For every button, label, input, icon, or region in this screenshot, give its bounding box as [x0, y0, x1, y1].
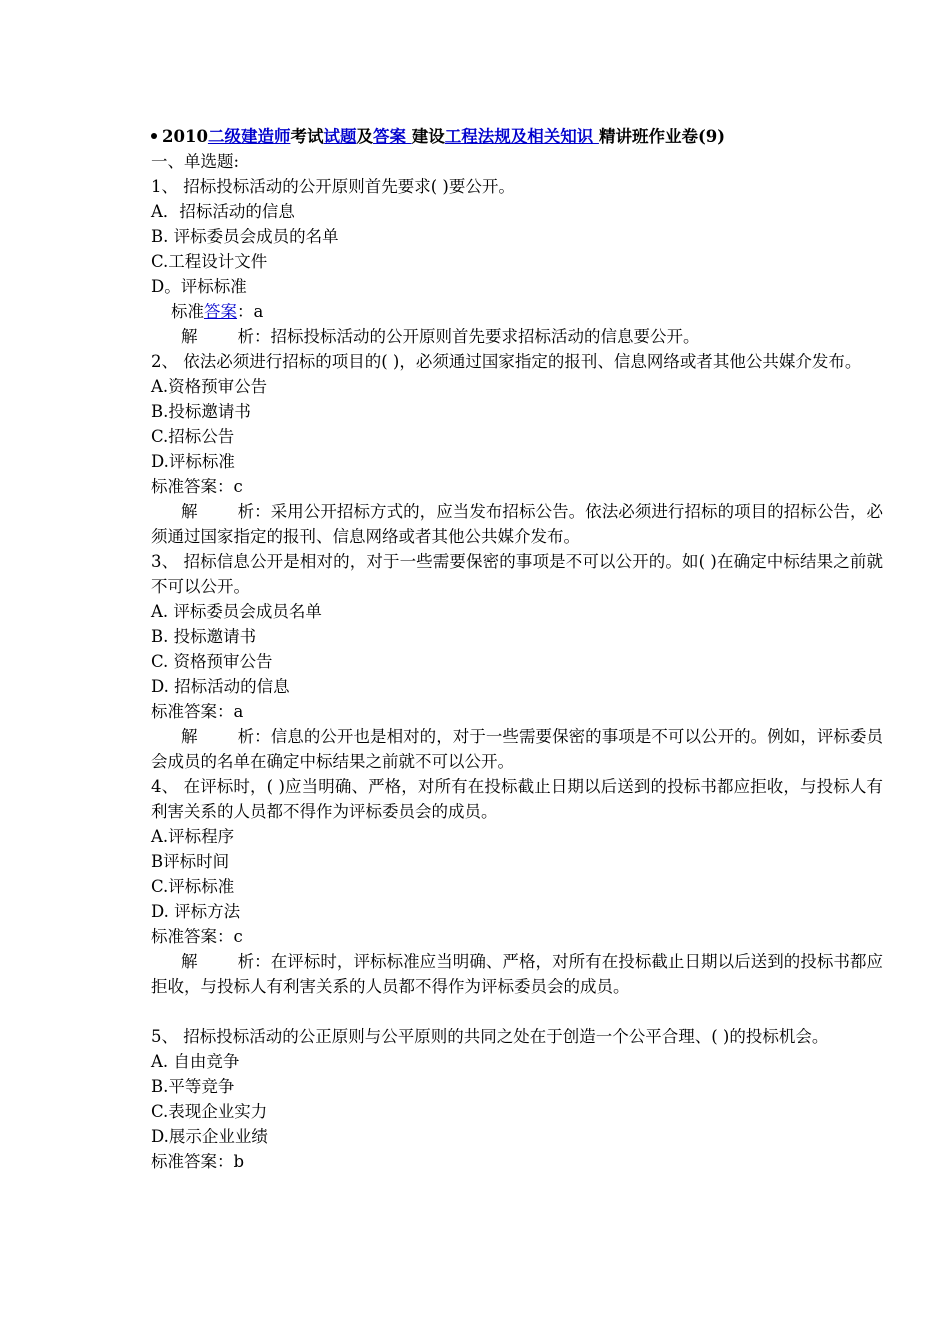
question-1-option-b: B. 评标委员会成员的名单: [151, 227, 339, 246]
link-daan[interactable]: 答案: [372, 127, 412, 146]
question-2-option-a: A.资格预审公告: [151, 377, 268, 396]
question-4-answer: 标准答案：c: [151, 927, 243, 946]
question-2-option-d: D.评标标准: [151, 452, 235, 471]
question-4-stem: 4、 在评标时，( )应当明确、严格，对所有在投标截止日期以后送到的投标书都应拒收，与投标人有利害关系的人员都不得作为评标委员会的成员。: [151, 777, 883, 821]
question-3-stem: 3、 招标信息公开是相对的，对于一些需要保密的事项是不可以公开的。如( )在确定中标结果之前就不可以公开。: [151, 552, 883, 596]
question-2-explanation: 解 析：采用公开招标方式的，应当发布招标公告。依法必须进行招标的项目的招标公告，必须通过国家指定的报刊、信息网络或者其他公共媒介发布。: [151, 502, 884, 546]
question-3-answer: 标准答案：a: [151, 702, 244, 721]
link-shiti[interactable]: 试题: [323, 127, 357, 146]
bullet-icon: [151, 133, 157, 139]
question-4-option-a: A.评标程序: [151, 827, 235, 846]
question-4-option-c: C.评标标准: [151, 877, 235, 896]
question-1-option-d: D。评标标准: [151, 277, 247, 296]
question-5-answer: 标准答案：b: [151, 1152, 245, 1171]
question-4-explanation: 解 析：在评标时，评标标准应当明确、严格，对所有在投标截止日期以后送到的投标书都应拒收，与投标人有利害关系的人员都不得作为评标委员会的成员。: [151, 952, 884, 996]
question-2-stem: 2、 依法必须进行招标的项目的( )，必须通过国家指定的报刊、信息网络或者其他公共媒介发布。: [151, 352, 862, 371]
question-3-option-c: C. 资格预审公告: [151, 652, 273, 671]
spacer: [151, 999, 883, 1024]
question-1-option-a: A．招标活动的信息: [151, 202, 295, 221]
question-3-explanation: 解 析：信息的公开也是相对的，对于一些需要保密的事项是不可以公开的。例如，评标委员会成员的名单在确定中标结果之前就不可以公开。: [151, 727, 884, 771]
question-4-option-b: B评标时间: [151, 852, 230, 871]
question-4-option-d: D. 评标方法: [151, 902, 241, 921]
document-page: [151, 124, 883, 1174]
question-3-option-a: A. 评标委员会成员名单: [151, 602, 322, 621]
question-5-option-a: A. 自由竞争: [151, 1052, 240, 1071]
question-2-option-b: B.投标邀请书: [151, 402, 251, 421]
question-2-option-c: C.招标公告: [151, 427, 235, 446]
question-5-stem: 5、 招标投标活动的公正原则与公平原则的共同之处在于创造一个公平合理、( )的投标机会。: [151, 1027, 829, 1046]
question-1-explanation: 解 析：招标投标活动的公开原则首先要求招标活动的信息要公开。: [181, 327, 700, 346]
link-erji-jianzaoshi[interactable]: 二级建造师: [207, 127, 291, 146]
question-5-option-d: D.展示企业业绩: [151, 1127, 268, 1146]
question-5-option-b: B.平等竞争: [151, 1077, 235, 1096]
question-1-option-c: C.工程设计文件: [151, 252, 268, 271]
question-5-option-c: C.表现企业实力: [151, 1102, 268, 1121]
question-3-option-d: D. 招标活动的信息: [151, 677, 290, 696]
question-1-stem: 1、 招标投标活动的公开原则首先要求( )要公开。: [151, 177, 515, 196]
section-heading: 一、单选题:: [151, 152, 240, 171]
document-title: 2010二级建造师考试试题及答案 建设工程法规及相关知识 精讲班作业卷(9): [151, 124, 883, 149]
question-3-option-b: B. 投标邀请书: [151, 627, 257, 646]
question-2-answer: 标准答案：c: [151, 477, 243, 496]
answer-link[interactable]: 答案: [204, 302, 237, 321]
question-1-answer: 标准答案：a: [171, 302, 264, 321]
link-gongcheng-fagui[interactable]: 工程法规及相关知识: [444, 127, 599, 146]
